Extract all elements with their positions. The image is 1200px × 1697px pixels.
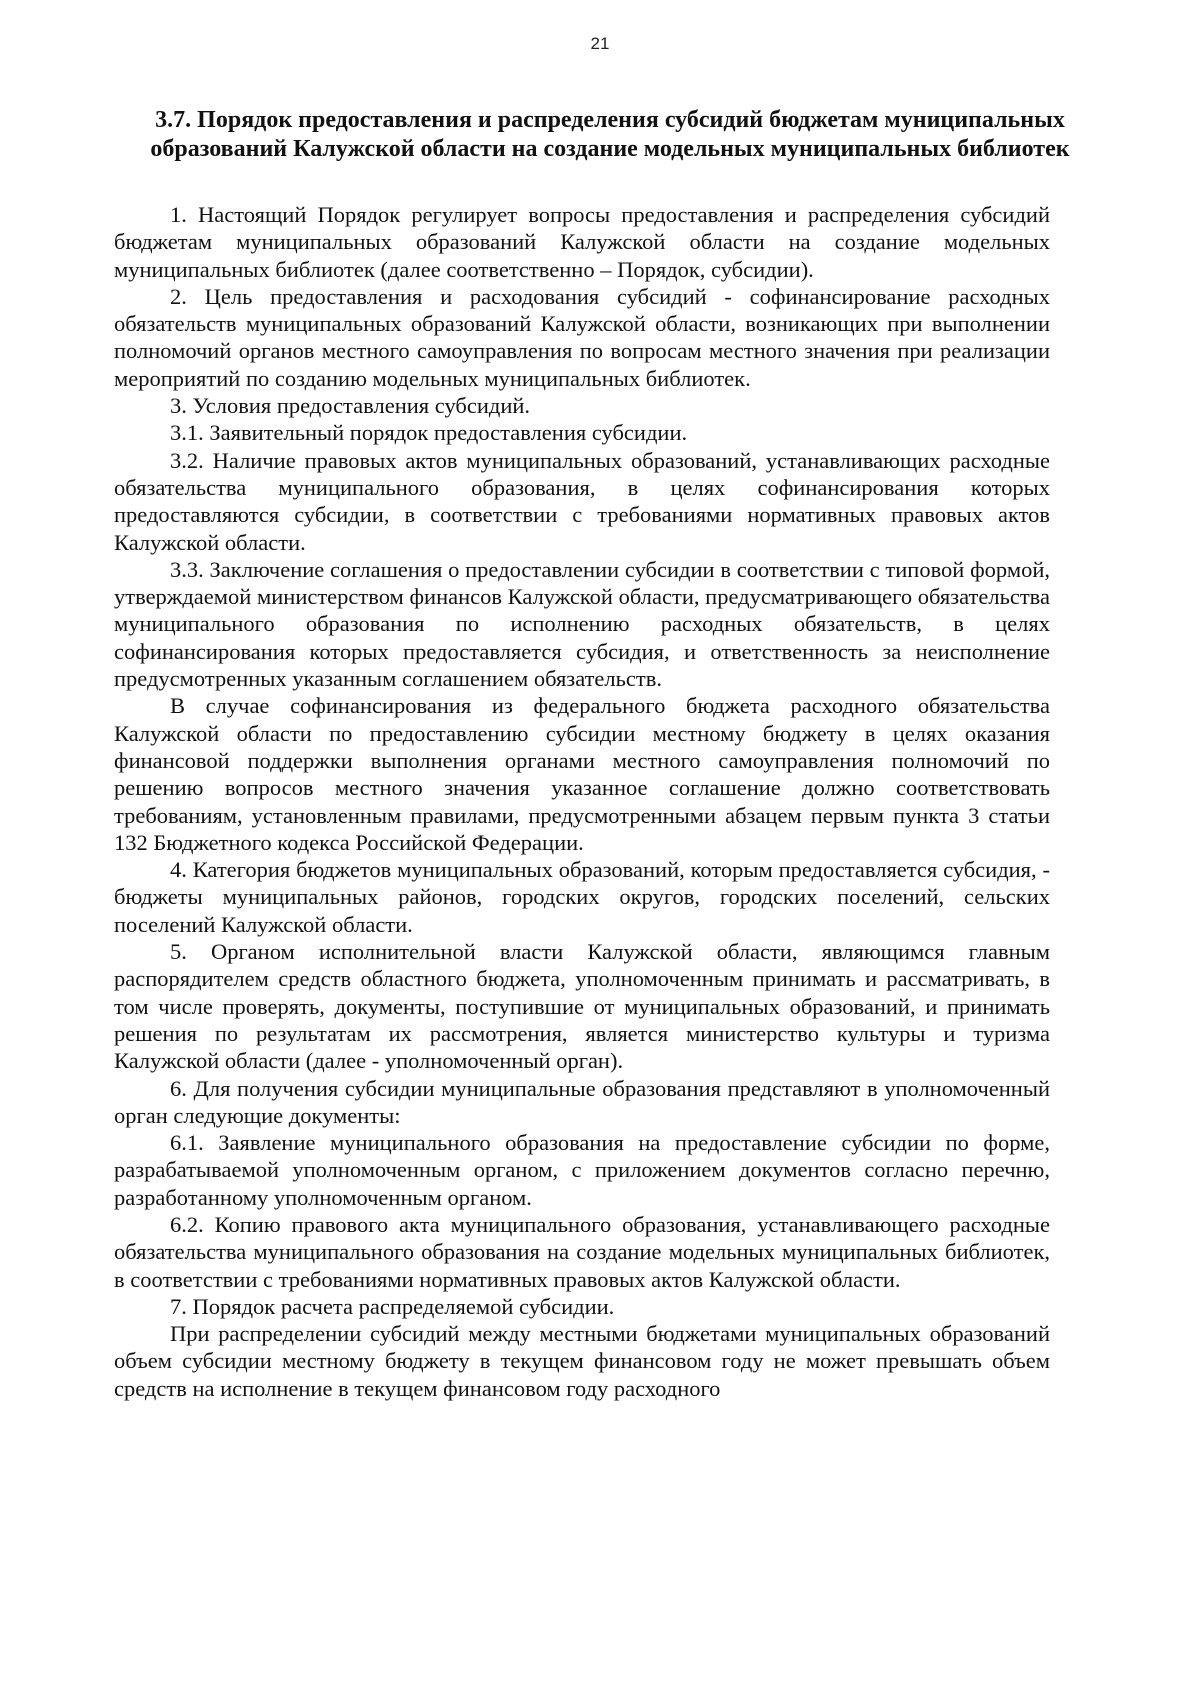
section-heading: 3.7. Порядок предоставления и распределения субсидий бюджетам муниципальных образований Калужской области на создание модельных муниципальных библиотек [150,107,1070,162]
paragraph-cofinancing: В случае софинансирования из федерального бюджета расходного обязательства Калужской области по предоставлению субсидии местному бюджету в целях оказания финансовой поддержки выполнения органами местного самоуправления полномочий по решению вопросов местного значения указанное соглашение должно соответствовать требованиям, установленным правилами, предусмотренными абзацем первым пункта 3 статьи 132 Бюджетного кодекса Российской Федерации. [114,693,1050,855]
paragraph-distribution: При распределении субсидий между местными бюджетами муниципальных образований объем субсидии местному бюджету в текущем финансовом году не может превышать объем средств на исполнение в текущем финансовом году расходного [114,1321,1050,1401]
paragraph-7: 7. Порядок расчета распределяемой субсидии. [170,1293,615,1319]
page-number: 21 [590,34,610,53]
document-body [114,201,1050,1402]
paragraph-2: 2. Цель предоставления и расходования субсидий - софинансирование расходных обязательств муниципальных образований Калужской области, возникающих при выполнении полномочий органов местного самоуправления по вопросам местного значения при реализации мероприятий по созданию модельных муниципальных библиотек. [114,283,1050,391]
paragraph-4: 4. Категория бюджетов муниципальных образований, которым предоставляется субсидия, - бюджеты муниципальных районов, городских округов, городских поселений, сельских поселений Калужской области. [114,857,1050,937]
paragraph-6: 6. Для получения субсидии муниципальные образования представляют в уполномоченный орган следующие документы: [114,1075,1050,1128]
paragraph-3-2: 3.2. Наличие правовых актов муниципальных образований, устанавливающих расходные обязательства муниципального образования, в целях софинансирования которых предоставляются субсидии, в соответствии с требованиями нормативных правовых актов Калужской области. [114,447,1050,555]
paragraph-6-1: 6.1. Заявление муниципального образования на предоставление субсидии по форме, разрабатываемой уполномоченным органом, с приложением документов согласно перечню, разработанному уполномоченным органом. [114,1130,1050,1210]
paragraph-1: 1. Настоящий Порядок регулирует вопросы предоставления и распределения субсидий бюджетам муниципальных образований Калужской области на создание модельных муниципальных библиотек (далее соответственно – Порядок, субсидии). [114,202,1050,282]
paragraph-3: 3. Условия предоставления субсидий. [170,393,531,419]
paragraph-3-1: 3.1. Заявительный порядок предоставления субсидии. [170,420,688,446]
paragraph-6-2: 6.2. Копию правового акта муниципального образования, устанавливающего расходные обязательства муниципального образования на создание модельных муниципальных библиотек, в соответствии с требованиями нормативных правовых актов Калужской области. [114,1211,1050,1292]
paragraph-3-3: 3.3. Заключение соглашения о предоставлении субсидии в соответствии с типовой формой, утверждаемой министерством финансов Калужской области, предусматривающего обязательства муниципального образования по исполнению расходных обязательств, в целях софинансирования которых предоставляется субсидия, и ответственность за неисполнение предусмотренных указанным соглашением обязательств. [114,556,1050,692]
paragraph-5: 5. Органом исполнительной власти Калужской области, являющимся главным распорядителем средств областного бюджета, уполномоченным принимать и рассматривать, в том числе проверять, документы, поступившие от муниципальных образований, и принимать решения по результатам их рассмотрения, является министерство культуры и туризма Калужской области (далее - уполномоченный орган). [114,939,1050,1074]
